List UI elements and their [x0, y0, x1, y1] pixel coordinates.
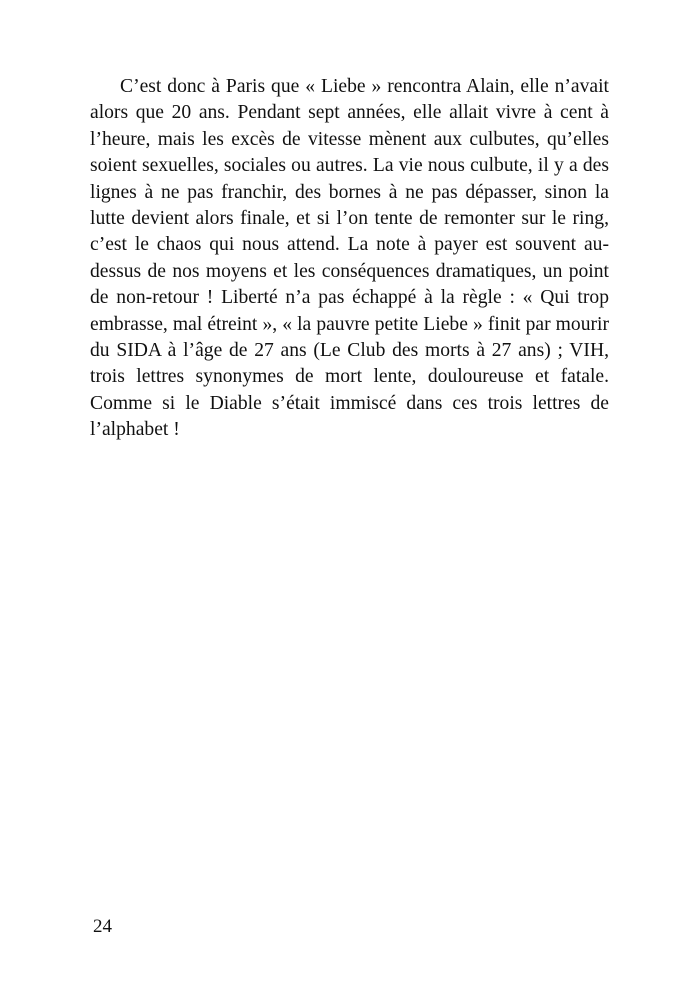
paragraph: C’est donc à Paris que « Liebe » rencontra Alain, elle n’avait alors que 20 ans. Pendant sept années, elle allait vivre à cent à l’heure, mais les excès de vitesse mènent aux culbutes, qu’elles soient sexuelles, sociales ou autres. La vie nous culbute, il y a des lignes à ne pas franchir, des bornes à ne pas dépasser, sinon la lutte devient alors finale, et si l’on tente de remonter sur le ring, c’est le chaos qui nous attend. La note à payer est souvent au-dessus de nos moyens et les conséquences dramatiques, un point de non-retour ! Liberté n’a pas échappé à la règle : « Qui trop embrasse, mal étreint », « la pauvre petite Liebe » finit par mourir du SIDA à l’âge de 27 ans (Le Club des morts à 27 ans) ; VIH, trois lettres synonymes de mort lente, douloureuse et fatale. Comme si le Diable s’était immiscé dans ces trois lettres de l’alphabet !	[90, 76, 609, 441]
body-text	[90, 74, 609, 444]
page-number: 24	[93, 916, 112, 937]
